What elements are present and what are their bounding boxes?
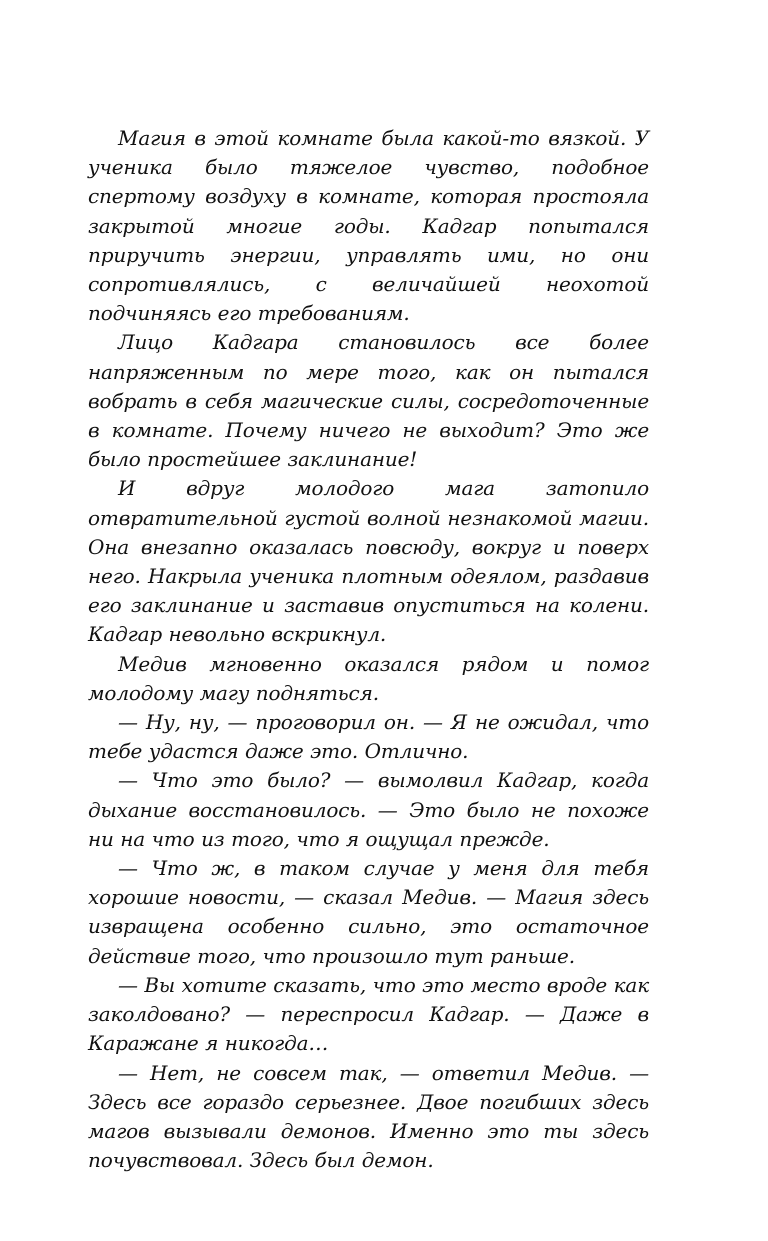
paragraph-1: Магия в этой комнате была какой-то вязкой. У ученика было тяжелое чувство, подобное спертому воздуху в комнате, которая простояла закрытой многие годы. Кадгар попытался приручить энергии, управлять ими, но они сопротивлялись, с величайшей неохотой подчиняясь его требованиям.	[88, 126, 649, 326]
paragraph-5: — Ну, ну, — проговорил он. — Я не ожидал, что тебе удастся даже это. Отлично.	[88, 710, 649, 764]
paragraph-4: Медив мгновенно оказался рядом и помог молодому магу подняться.	[88, 651, 649, 705]
paragraph-7: — Что ж, в таком случае у меня для тебя хорошие новости, — сказал Медив. — Магия здесь извращена особенно сильно, это остаточное действие того, что произошло тут раньше.	[88, 856, 649, 968]
paragraph-9: — Нет, не совсем так, — ответил Медив. — Здесь все гораздо серьезнее. Двое погибших здесь магов вызывали демонов. Именно это ты здесь почувствовал. Здесь был демон.	[88, 1060, 649, 1173]
paragraph-2: Лицо Кадгара становилось все более напряженным по мере того, как он пытался вобрать в себя магические силы, сосредоточенные в комнате. Почему ничего не выходит? Это же было простейшее заклинание!	[88, 330, 649, 472]
book-page-text	[88, 124, 649, 1175]
paragraph-6: — Что это было? — вымолвил Кадгар, когда дыхание восстановилось. — Это было не похоже ни на что из того, что я ощущал прежде.	[88, 768, 649, 851]
paragraph-8: — Вы хотите сказать, что это место вроде как заколдовано? — переспросил Кадгар. — Даже в Каражане я никогда…	[88, 972, 649, 1056]
paragraph-3: И вдруг молодого мага затопило отвратительной густой волной незнакомой магии. Она внезапно оказалась повсюду, вокруг и поверх него. Накрыла ученика плотным одеялом, раздавив его заклинание и заставив опуститься на колени. Кадгар невольно вскрикнул.	[88, 476, 649, 647]
